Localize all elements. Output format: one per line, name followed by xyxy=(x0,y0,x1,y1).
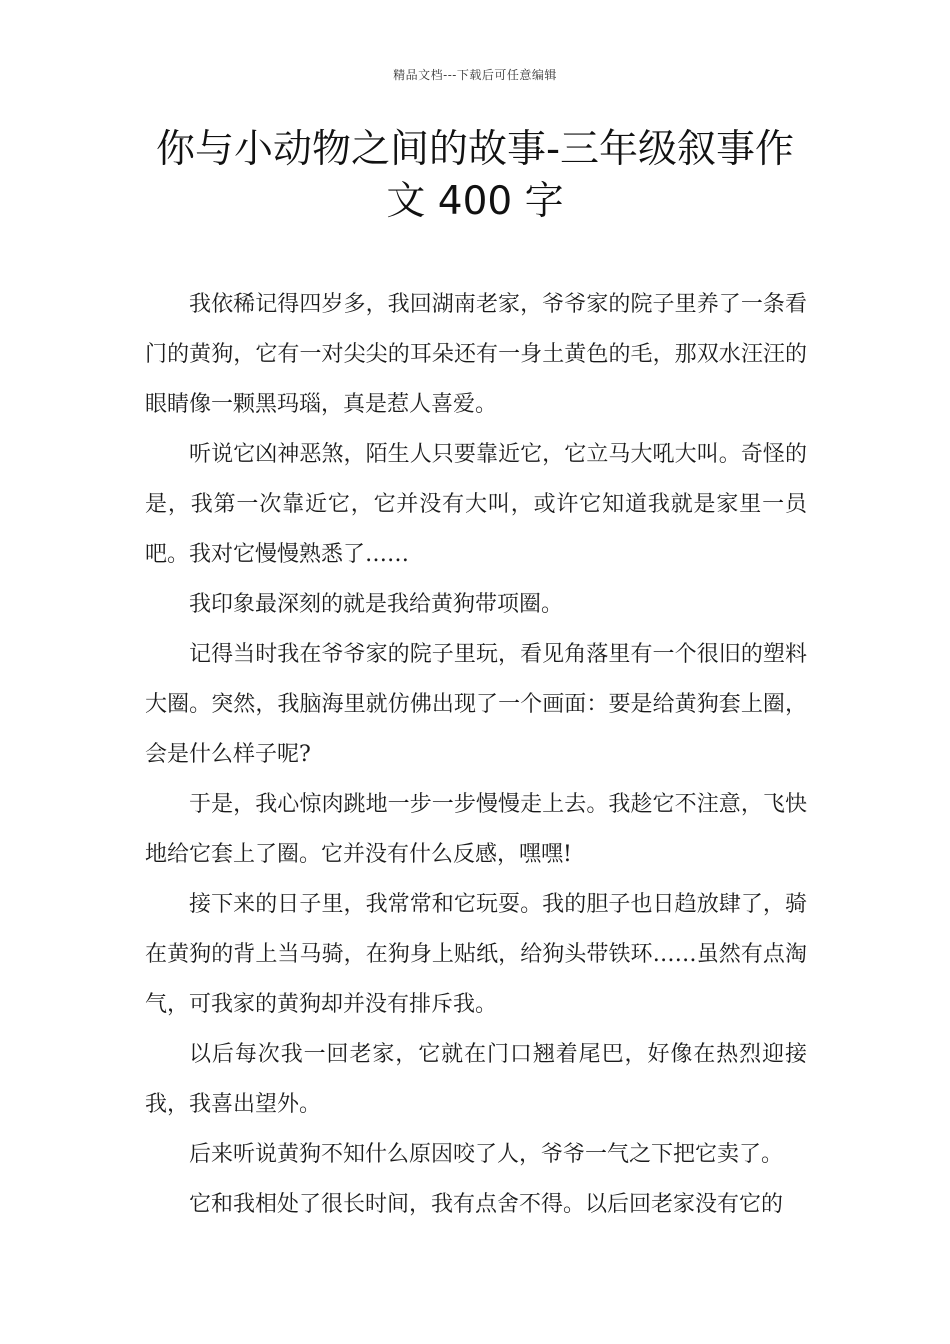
paragraph-7: 以后每次我一回老家，它就在门口翘着尾巴，好像在热烈迎接我，我喜出望外。 xyxy=(145,1042,807,1117)
paragraph-5: 于是，我心惊肉跳地一步一步慢慢走上去。我趁它不注意，飞快地给它套上了圈。它并没有什么反感，嘿嘿! xyxy=(145,792,807,867)
header-note: 精品文档---下载后可任意编辑 xyxy=(393,68,557,82)
paragraph-9: 它和我相处了很长时间，我有点舍不得。以后回老家没有它的 xyxy=(189,1192,784,1217)
title-line-2: 文 400 字 xyxy=(386,179,564,224)
page-title xyxy=(140,124,810,228)
document-body xyxy=(145,280,807,1230)
paragraph-6: 接下来的日子里，我常常和它玩耍。我的胆子也日趋放肆了，骑在黄狗的背上当马骑，在狗身上贴纸，给狗头带铁环……虽然有点淘气，可我家的黄狗却并没有排斥我。 xyxy=(145,892,807,1017)
paragraph-8: 后来听说黄狗不知什么原因咬了人，爷爷一气之下把它卖了。 xyxy=(189,1142,784,1167)
paragraph-3: 我印象最深刻的就是我给黄狗带项圈。 xyxy=(189,592,564,617)
title-line-1: 你与小动物之间的故事-三年级叙事作 xyxy=(155,127,795,172)
paragraph-2: 听说它凶神恶煞，陌生人只要靠近它，它立马大吼大叫。奇怪的是，我第一次靠近它，它并没有大叫，或许它知道我就是家里一员吧。我对它慢慢熟悉了…… xyxy=(145,442,807,567)
paragraph-4: 记得当时我在爷爷家的院子里玩，看见角落里有一个很旧的塑料大圈。突然，我脑海里就仿佛出现了一个画面：要是给黄狗套上圈，会是什么样子呢? xyxy=(145,642,807,767)
paragraph-1: 我依稀记得四岁多，我回湖南老家，爷爷家的院子里养了一条看门的黄狗，它有一对尖尖的耳朵还有一身土黄色的毛，那双水汪汪的眼睛像一颗黑玛瑙，真是惹人喜爱。 xyxy=(145,292,807,417)
